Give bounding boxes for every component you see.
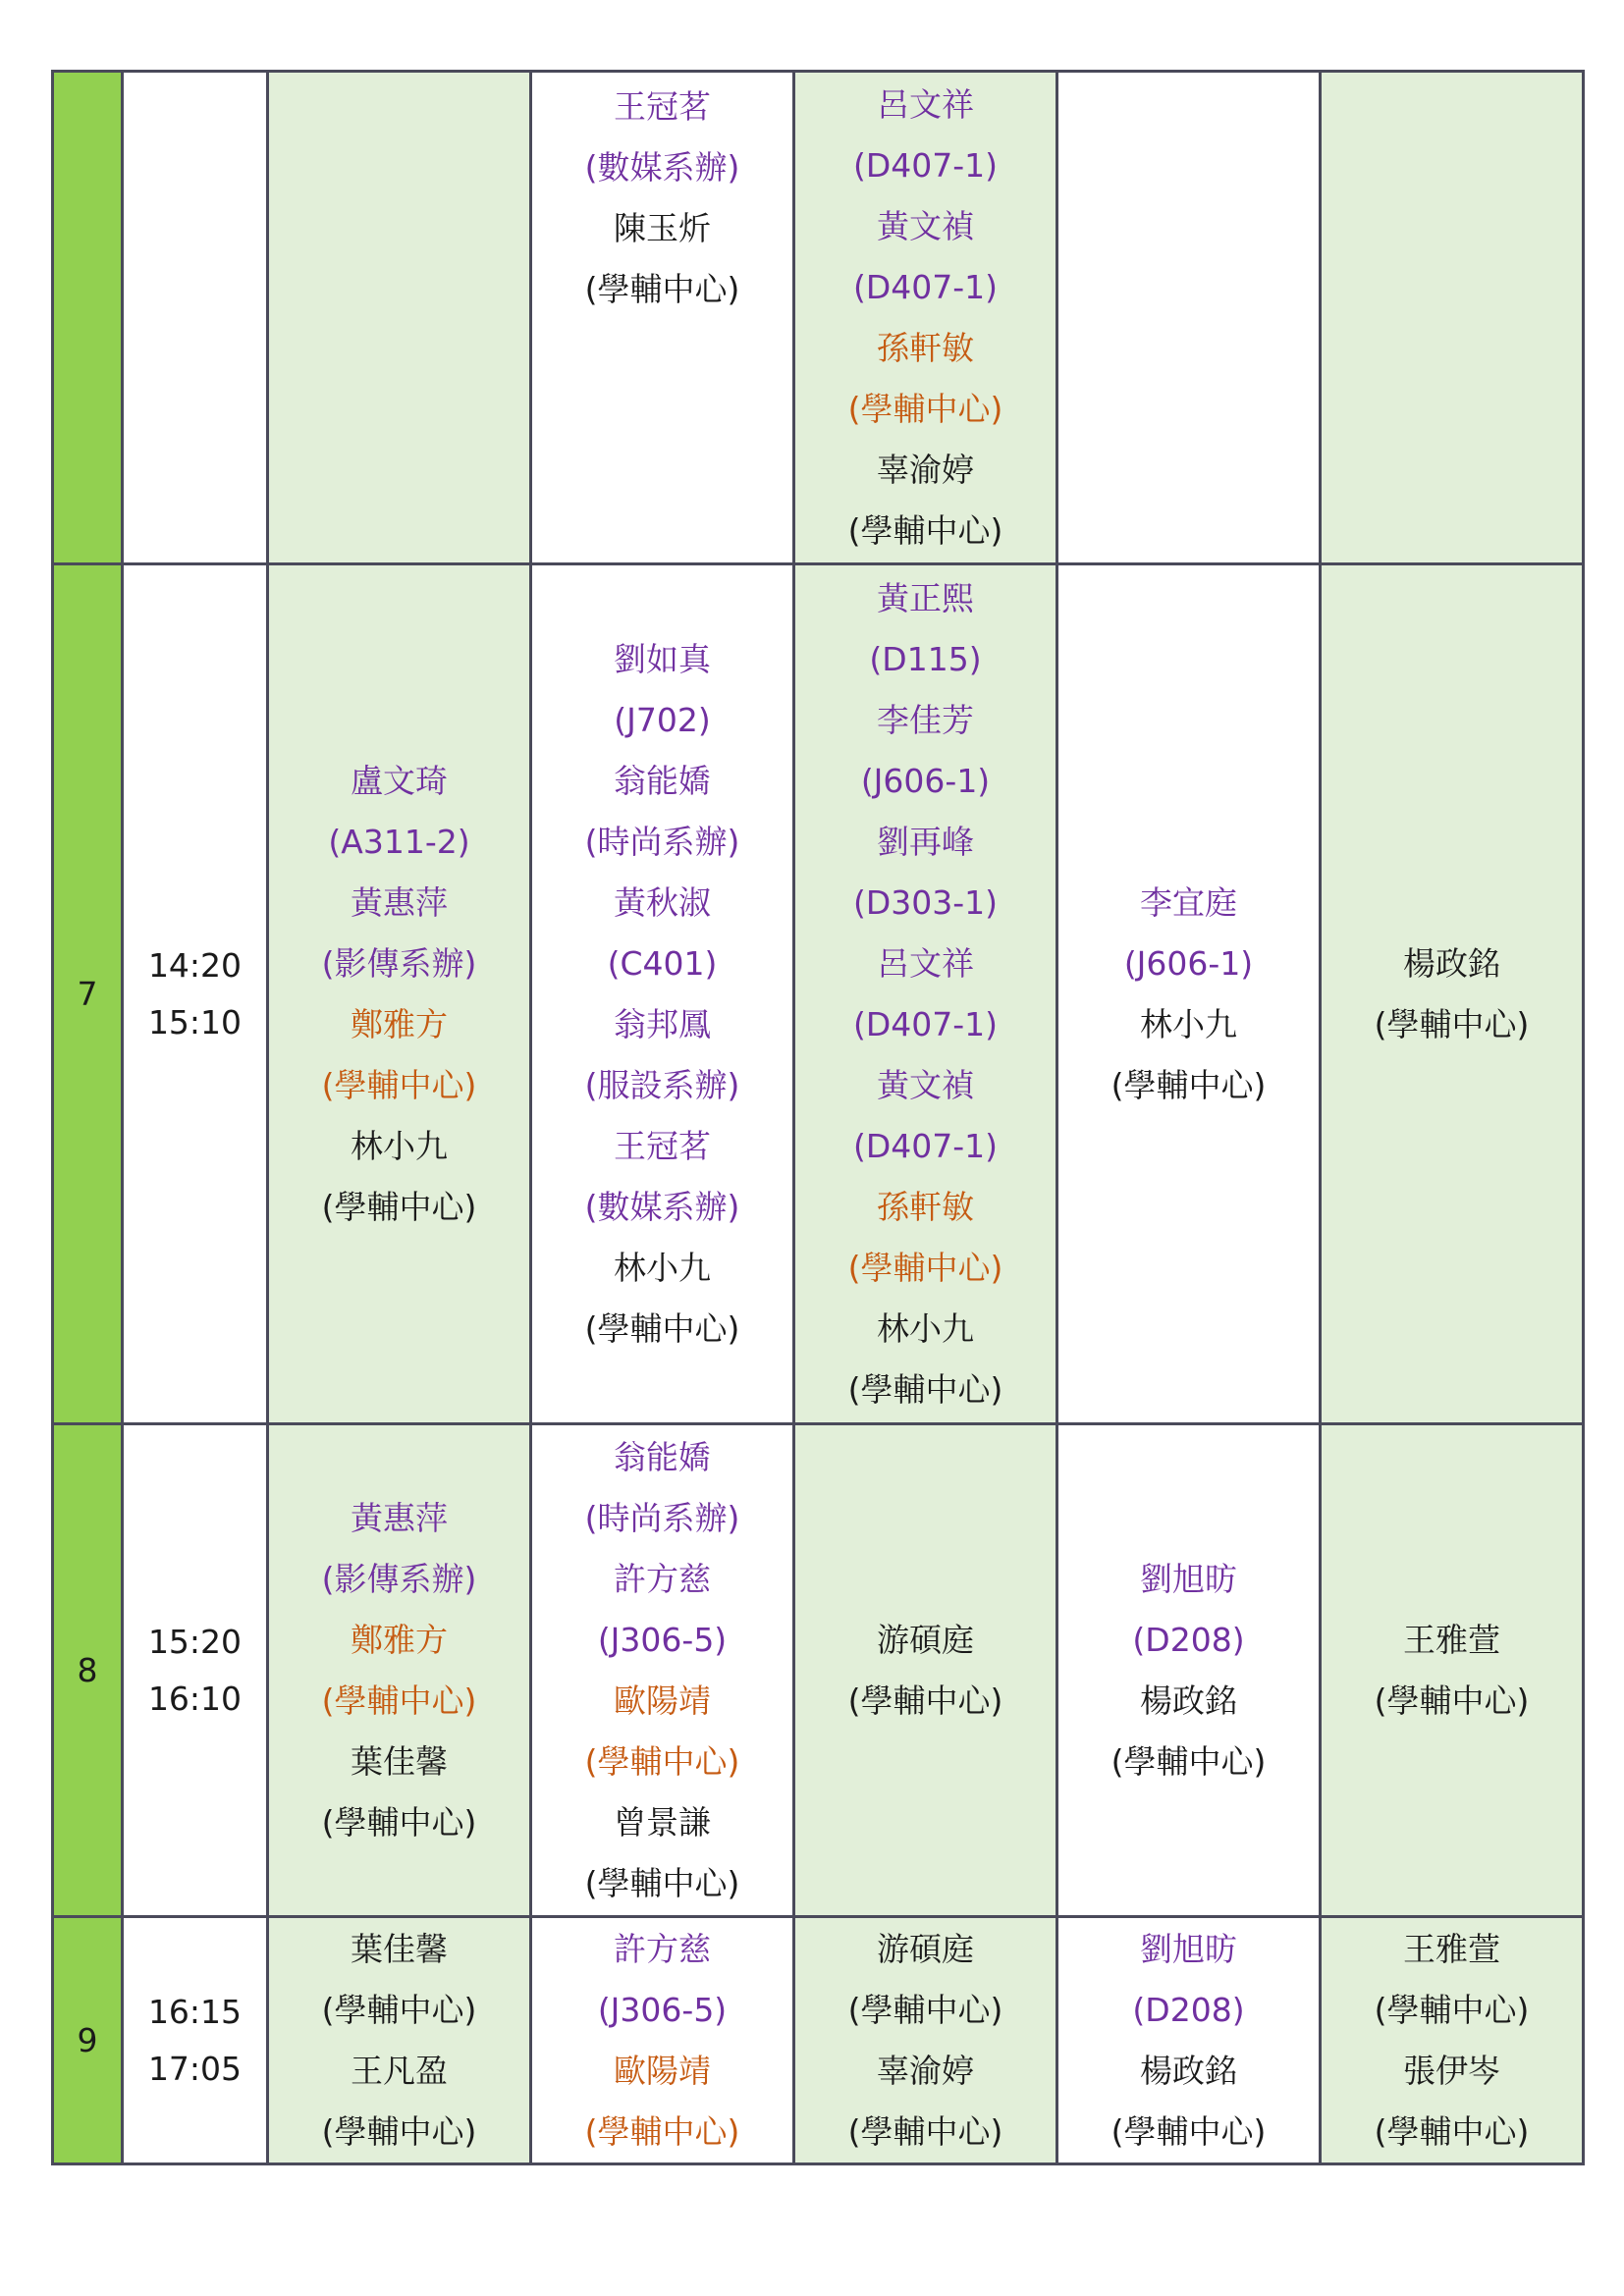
duty-person-name: 翁能嬌 [614, 1437, 711, 1476]
duty-person-name: 黃惠萍 [351, 1498, 448, 1537]
duty-person-name: 葉佳馨 [351, 1929, 448, 1968]
duty-location: (學輔中心) [1374, 2111, 1530, 2151]
duty-person-name: 許方慈 [614, 1929, 711, 1968]
duty-location: (學輔中心) [321, 1990, 477, 2029]
duty-location: (學輔中心) [584, 1863, 740, 1902]
duty-location: (學輔中心) [847, 389, 1003, 428]
start-time: 14:20 [147, 945, 243, 985]
duty-location: (D303-1) [852, 882, 999, 922]
duty-person-name: 楊政銘 [1140, 1681, 1237, 1720]
duty-person-name: 林小九 [614, 1248, 711, 1287]
duty-location: (學輔中心) [1374, 1681, 1530, 1720]
duty-location: (時尚系辦) [584, 1498, 740, 1537]
duty-person-name: 劉如真 [614, 639, 711, 678]
period-number: 8 [77, 1650, 98, 1689]
time-cell [123, 72, 268, 564]
duty-location: (影傳系辦) [321, 943, 477, 983]
start-time: 15:20 [147, 1622, 243, 1661]
duty-location: (學輔中心) [321, 1681, 477, 1720]
duty-cell-tue [531, 1424, 794, 1917]
duty-cell-fri [1321, 1424, 1584, 1917]
duty-location: (學輔中心) [321, 2111, 477, 2151]
duty-location: (D208) [1132, 1620, 1245, 1659]
duty-person-name: 孫軒敏 [877, 328, 974, 367]
duty-person-name: 劉再峰 [877, 822, 974, 861]
duty-location: (數媒系辦) [584, 148, 740, 187]
duty-person-name: 黃秋淑 [614, 882, 711, 922]
end-time: 15:10 [147, 1002, 243, 1041]
duty-location: (時尚系辦) [584, 822, 740, 861]
period-number: 9 [77, 2020, 98, 2059]
duty-person-name: 歐陽靖 [614, 2051, 711, 2090]
duty-location: (學輔中心) [1110, 1741, 1267, 1781]
duty-cell-mon [268, 72, 531, 564]
duty-person-name: 李佳芳 [877, 700, 974, 739]
duty-person-name: 黃惠萍 [351, 882, 448, 922]
duty-cell-thu [1057, 564, 1321, 1424]
time-cell [123, 564, 268, 1424]
duty-cell-wed [794, 1424, 1057, 1917]
duty-person-name: 孫軒敏 [877, 1187, 974, 1226]
duty-person-name: 辜渝婷 [877, 2051, 974, 2090]
duty-person-name: 楊政銘 [1403, 943, 1500, 983]
duty-location: (D407-1) [852, 267, 999, 306]
duty-location: (學輔中心) [847, 510, 1003, 550]
duty-location: (數媒系辦) [584, 1187, 740, 1226]
duty-location: (D407-1) [852, 1004, 999, 1043]
duty-location: (J702) [614, 700, 711, 739]
duty-location: (J306-5) [597, 1990, 728, 2029]
duty-location: (J306-5) [597, 1620, 728, 1659]
duty-person-name: 呂文祥 [877, 943, 974, 983]
duty-person-name: 呂文祥 [877, 84, 974, 124]
duty-cell-mon [268, 564, 531, 1424]
duty-location: (學輔中心) [321, 1802, 477, 1842]
end-time: 16:10 [147, 1679, 243, 1718]
schedule-row [53, 1424, 1584, 1917]
duty-cell-wed [794, 1917, 1057, 2164]
duty-person-name: 曾景謙 [614, 1802, 711, 1842]
schedule-row [53, 72, 1584, 564]
duty-cell-thu [1057, 72, 1321, 564]
duty-person-name: 黃文禎 [877, 206, 974, 245]
duty-location: (學輔中心) [584, 1308, 740, 1348]
duty-location: (A311-2) [328, 822, 470, 861]
duty-location: (學輔中心) [847, 1248, 1003, 1287]
time-cell [123, 1917, 268, 2164]
duty-cell-thu [1057, 1424, 1321, 1917]
period-number: 7 [77, 974, 98, 1013]
duty-person-name: 鄭雅方 [351, 1004, 448, 1043]
end-time: 17:05 [147, 2049, 243, 2088]
duty-location: (學輔中心) [1110, 1065, 1267, 1104]
duty-person-name: 王凡盈 [351, 2051, 448, 2090]
duty-location: (服設系辦) [584, 1065, 740, 1104]
duty-location: (J606-1) [1123, 943, 1254, 983]
duty-location: (影傳系辦) [321, 1559, 477, 1598]
duty-person-name: 游碩庭 [877, 1929, 974, 1968]
duty-cell-tue [531, 72, 794, 564]
period-cell [53, 1917, 123, 2164]
duty-cell-fri [1321, 564, 1584, 1424]
start-time: 16:15 [147, 1992, 243, 2031]
duty-location: (C401) [607, 943, 718, 983]
duty-cell-tue [531, 1917, 794, 2164]
duty-cell-tue [531, 564, 794, 1424]
duty-person-name: 黃文禎 [877, 1065, 974, 1104]
duty-person-name: 王冠茗 [614, 1126, 711, 1165]
duty-location: (學輔中心) [584, 2111, 740, 2151]
duty-location: (D407-1) [852, 1126, 999, 1165]
period-cell [53, 1424, 123, 1917]
schedule-row [53, 1917, 1584, 2164]
duty-person-name: 王雅萱 [1403, 1620, 1500, 1659]
duty-person-name: 劉旭昉 [1140, 1929, 1237, 1968]
duty-location: (學輔中心) [847, 1990, 1003, 2029]
duty-location: (學輔中心) [321, 1187, 477, 1226]
duty-person-name: 王雅萱 [1403, 1929, 1500, 1968]
duty-location: (J606-1) [860, 761, 991, 800]
duty-cell-wed [794, 564, 1057, 1424]
duty-person-name: 李宜庭 [1140, 882, 1237, 922]
duty-person-name: 王冠茗 [614, 87, 711, 126]
duty-cell-wed [794, 72, 1057, 564]
period-cell [53, 564, 123, 1424]
duty-location: (學輔中心) [1374, 1990, 1530, 2029]
duty-person-name: 許方慈 [614, 1559, 711, 1598]
duty-person-name: 陳玉炘 [614, 209, 711, 247]
duty-cell-mon [268, 1424, 531, 1917]
period-cell [53, 72, 123, 564]
duty-location: (學輔中心) [584, 1741, 740, 1781]
duty-person-name: 盧文琦 [351, 761, 448, 800]
duty-person-name: 林小九 [877, 1308, 974, 1348]
duty-person-name: 葉佳馨 [351, 1741, 448, 1781]
time-cell [123, 1424, 268, 1917]
duty-person-name: 張伊岑 [1403, 2051, 1500, 2090]
duty-cell-mon [268, 1917, 531, 2164]
duty-person-name: 林小九 [1140, 1004, 1237, 1043]
schedule-row [53, 564, 1584, 1424]
duty-location: (學輔中心) [321, 1065, 477, 1104]
duty-person-name: 楊政銘 [1140, 2051, 1237, 2090]
duty-person-name: 翁邦鳳 [614, 1004, 711, 1043]
duty-location: (D115) [869, 639, 982, 678]
duty-person-name: 辜渝婷 [877, 450, 974, 489]
duty-location: (學輔中心) [847, 1681, 1003, 1720]
duty-person-name: 劉旭昉 [1140, 1559, 1237, 1598]
duty-location: (D407-1) [852, 145, 999, 185]
duty-cell-fri [1321, 1917, 1584, 2164]
duty-location: (學輔中心) [847, 2111, 1003, 2151]
duty-person-name: 翁能嬌 [614, 761, 711, 800]
duty-location: (學輔中心) [847, 1369, 1003, 1409]
duty-person-name: 黃正熙 [877, 578, 974, 617]
duty-location: (D208) [1132, 1990, 1245, 2029]
duty-location: (學輔中心) [1110, 2111, 1267, 2151]
duty-cell-thu [1057, 1917, 1321, 2164]
duty-cell-fri [1321, 72, 1584, 564]
duty-schedule-table [51, 70, 1585, 2165]
duty-location: (學輔中心) [584, 270, 740, 308]
duty-person-name: 林小九 [351, 1126, 448, 1165]
duty-location: (學輔中心) [1374, 1004, 1530, 1043]
duty-person-name: 鄭雅方 [351, 1620, 448, 1659]
duty-person-name: 游碩庭 [877, 1620, 974, 1659]
duty-person-name: 歐陽靖 [614, 1681, 711, 1720]
